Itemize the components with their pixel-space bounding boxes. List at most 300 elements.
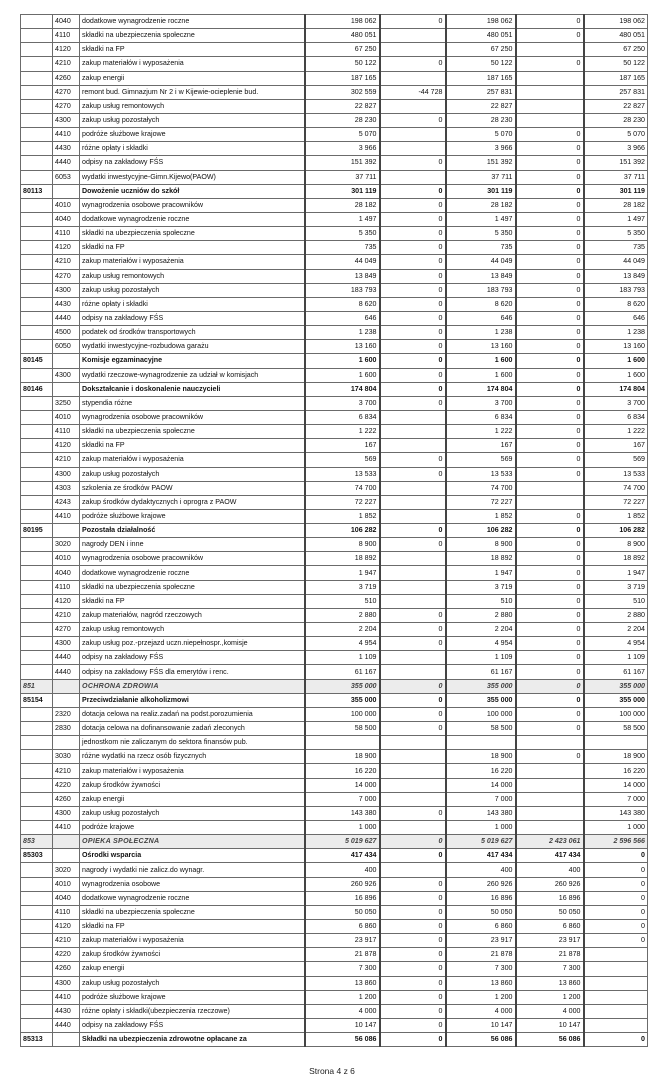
paragraph-code: 4210	[53, 57, 80, 71]
plan-value: 100 000	[305, 707, 380, 721]
after-change-value: 355 000	[446, 679, 516, 693]
paragraph-code: 4260	[53, 962, 80, 976]
change-value: 0	[380, 354, 446, 368]
commissioned-value	[516, 71, 584, 85]
item-name: zakup usług remontowych	[80, 623, 305, 637]
change-value: 0	[380, 962, 446, 976]
after-change-value: 8 900	[446, 538, 516, 552]
item-name: stypendia różne	[80, 396, 305, 410]
commissioned-value: 0	[516, 707, 584, 721]
after-change-value: 3 719	[446, 580, 516, 594]
own-value: 1 852	[584, 509, 648, 523]
change-value	[380, 170, 446, 184]
item-name: składki na FP	[80, 594, 305, 608]
plan-value: 355 000	[305, 679, 380, 693]
plan-value: 13 860	[305, 976, 380, 990]
paragraph-code: 4010	[53, 552, 80, 566]
plan-value: 3 966	[305, 142, 380, 156]
table-row	[21, 920, 648, 934]
paragraph-code: 4300	[53, 368, 80, 382]
item-name: Ośrodki wsparcia	[80, 849, 305, 863]
plan-value: 16 220	[305, 764, 380, 778]
plan-value: 4 954	[305, 637, 380, 651]
commissioned-value: 260 926	[516, 877, 584, 891]
section-code: 80195	[21, 524, 53, 538]
plan-value: 1 222	[305, 425, 380, 439]
item-name: OCHRONA ZDROWIA	[80, 679, 305, 693]
section-code	[21, 15, 53, 29]
paragraph-code: 6053	[53, 170, 80, 184]
plan-value: 1 600	[305, 354, 380, 368]
section-code	[21, 481, 53, 495]
item-name: zakup środków dydaktycznych i oprogra z PAOW	[80, 495, 305, 509]
own-value: 2 880	[584, 608, 648, 622]
commissioned-value: 1 200	[516, 990, 584, 1004]
change-value	[380, 580, 446, 594]
item-name: zakup usług poz.-przejazd uczn.niepełnospr.,komisje	[80, 637, 305, 651]
change-value	[380, 566, 446, 580]
after-change-value: 1 852	[446, 509, 516, 523]
paragraph-code: 4410	[53, 990, 80, 1004]
own-value: 44 049	[584, 255, 648, 269]
plan-value: 3 700	[305, 396, 380, 410]
plan-value: 7 000	[305, 792, 380, 806]
change-value: 0	[380, 806, 446, 820]
change-value	[380, 863, 446, 877]
paragraph-code: 4040	[53, 891, 80, 905]
own-value	[584, 1018, 648, 1032]
paragraph-code: 4500	[53, 326, 80, 340]
paragraph-code: 2830	[53, 722, 80, 736]
section-code	[21, 821, 53, 835]
change-value	[380, 425, 446, 439]
paragraph-code	[53, 849, 80, 863]
commissioned-value: 0	[516, 665, 584, 679]
plan-value: 37 711	[305, 170, 380, 184]
item-name: zakup energii	[80, 792, 305, 806]
table-row	[21, 722, 648, 736]
item-name: dotacja celowa na realiz.zadań na podst.porozumienia	[80, 707, 305, 721]
change-value: 0	[380, 255, 446, 269]
change-value: 0	[380, 227, 446, 241]
commissioned-value: 0	[516, 29, 584, 43]
own-value: 0	[584, 849, 648, 863]
commissioned-value	[516, 43, 584, 57]
paragraph-code: 2320	[53, 707, 80, 721]
item-name: zakup usług remontowych	[80, 269, 305, 283]
change-value: 0	[380, 920, 446, 934]
change-value	[380, 764, 446, 778]
section-code	[21, 594, 53, 608]
item-name: Pozostała działalność	[80, 524, 305, 538]
after-change-value: 3 966	[446, 142, 516, 156]
section-code	[21, 552, 53, 566]
change-value: 0	[380, 453, 446, 467]
change-value: 0	[380, 212, 446, 226]
section-code	[21, 920, 53, 934]
table-row	[21, 849, 648, 863]
paragraph-code: 4303	[53, 481, 80, 495]
section-code: 853	[21, 835, 53, 849]
own-value: 58 500	[584, 722, 648, 736]
table-row	[21, 835, 648, 849]
section-code	[21, 170, 53, 184]
after-change-value: 6 860	[446, 920, 516, 934]
plan-value: 167	[305, 439, 380, 453]
item-name: odpisy na zakładowy FŚS dla emerytów i renc.	[80, 665, 305, 679]
section-code	[21, 85, 53, 99]
own-value: 143 380	[584, 806, 648, 820]
item-name: dodatkowe wynagrodzenie roczne	[80, 15, 305, 29]
after-change-value: 8 620	[446, 297, 516, 311]
commissioned-value: 0	[516, 439, 584, 453]
commissioned-value	[516, 85, 584, 99]
table-row	[21, 439, 648, 453]
section-code: 80145	[21, 354, 53, 368]
item-name: wynagrodzenia osobowe pracowników	[80, 410, 305, 424]
section-code: 80113	[21, 184, 53, 198]
paragraph-code: 4410	[53, 509, 80, 523]
commissioned-value	[516, 821, 584, 835]
change-value: 0	[380, 722, 446, 736]
item-name: wynagrodzenia osobowe	[80, 877, 305, 891]
paragraph-code: 4410	[53, 128, 80, 142]
commissioned-value: 0	[516, 608, 584, 622]
paragraph-code	[53, 679, 80, 693]
own-value: 67 250	[584, 43, 648, 57]
item-name: Dowożenie uczniów do szkół	[80, 184, 305, 198]
plan-value: 74 700	[305, 481, 380, 495]
after-change-value: 417 434	[446, 849, 516, 863]
table-row	[21, 354, 648, 368]
paragraph-code: 4430	[53, 142, 80, 156]
own-value	[584, 1004, 648, 1018]
table-row	[21, 637, 648, 651]
commissioned-value: 0	[516, 326, 584, 340]
section-code	[21, 877, 53, 891]
after-change-value: 735	[446, 241, 516, 255]
table-row	[21, 71, 648, 85]
paragraph-code: 4430	[53, 297, 80, 311]
after-change-value: 1 497	[446, 212, 516, 226]
commissioned-value: 0	[516, 750, 584, 764]
commissioned-value: 0	[516, 283, 584, 297]
commissioned-value: 0	[516, 410, 584, 424]
paragraph-code: 4120	[53, 439, 80, 453]
after-change-value: 56 086	[446, 1033, 516, 1047]
plan-value: 14 000	[305, 778, 380, 792]
commissioned-value: 0	[516, 311, 584, 325]
plan-value: 13 160	[305, 340, 380, 354]
table-row	[21, 693, 648, 707]
table-row	[21, 877, 648, 891]
commissioned-value: 13 860	[516, 976, 584, 990]
paragraph-code: 4210	[53, 255, 80, 269]
after-change-value: 5 350	[446, 227, 516, 241]
after-change-value: 174 804	[446, 382, 516, 396]
item-name: remont bud. Gimnazjum Nr 2 i w Kijewie-ocieplenie bud.	[80, 85, 305, 99]
own-value: 13 160	[584, 340, 648, 354]
paragraph-code: 4440	[53, 311, 80, 325]
own-value: 151 392	[584, 156, 648, 170]
change-value: 0	[380, 976, 446, 990]
item-name: zakup usług pozostałych	[80, 283, 305, 297]
change-value: 0	[380, 382, 446, 396]
plan-value: 5 350	[305, 227, 380, 241]
commissioned-value: 0	[516, 425, 584, 439]
plan-value: 1 947	[305, 566, 380, 580]
item-name: zakup materiałów i wyposażenia	[80, 934, 305, 948]
plan-value: 72 227	[305, 495, 380, 509]
commissioned-value: 7 300	[516, 962, 584, 976]
item-name: składki na ubezpieczenia społeczne	[80, 227, 305, 241]
own-value: 2 204	[584, 623, 648, 637]
section-code	[21, 580, 53, 594]
section-code	[21, 297, 53, 311]
item-name: składki na ubezpieczenia społeczne	[80, 905, 305, 919]
own-value: 37 711	[584, 170, 648, 184]
paragraph-code: 4110	[53, 29, 80, 43]
section-code	[21, 1004, 53, 1018]
item-name: nagrody i wydatki nie zalicz.do wynagr.	[80, 863, 305, 877]
change-value	[380, 552, 446, 566]
after-change-value: 151 392	[446, 156, 516, 170]
change-value: 0	[380, 1033, 446, 1047]
own-value: 569	[584, 453, 648, 467]
own-value: 72 227	[584, 495, 648, 509]
section-code	[21, 241, 53, 255]
plan-value: 302 559	[305, 85, 380, 99]
change-value	[380, 594, 446, 608]
own-value: 0	[584, 934, 648, 948]
own-value	[584, 962, 648, 976]
table-row	[21, 934, 648, 948]
own-value: 13 533	[584, 467, 648, 481]
table-row	[21, 509, 648, 523]
change-value	[380, 410, 446, 424]
item-name: wynagrodzenia osobowe pracowników	[80, 198, 305, 212]
item-name: Składki na ubezpieczenia zdrowotne opłacane za	[80, 1033, 305, 1047]
paragraph-code: 4040	[53, 15, 80, 29]
commissioned-value: 6 860	[516, 920, 584, 934]
paragraph-code: 3250	[53, 396, 80, 410]
table-row	[21, 43, 648, 57]
change-value: 0	[380, 340, 446, 354]
change-value: 0	[380, 198, 446, 212]
own-value: 50 122	[584, 57, 648, 71]
plan-value: 735	[305, 241, 380, 255]
own-value: 18 892	[584, 552, 648, 566]
paragraph-code: 4010	[53, 877, 80, 891]
section-code	[21, 453, 53, 467]
section-code	[21, 255, 53, 269]
item-name: zakup usług pozostałych	[80, 806, 305, 820]
commissioned-value	[516, 481, 584, 495]
plan-value: 58 500	[305, 722, 380, 736]
own-value: 301 119	[584, 184, 648, 198]
section-code	[21, 764, 53, 778]
after-change-value: 3 700	[446, 396, 516, 410]
after-change-value: 187 165	[446, 71, 516, 85]
table-row	[21, 990, 648, 1004]
paragraph-code: 4440	[53, 665, 80, 679]
change-value: 0	[380, 297, 446, 311]
commissioned-value: 0	[516, 269, 584, 283]
commissioned-value: 23 917	[516, 934, 584, 948]
paragraph-code	[53, 382, 80, 396]
own-value: 6 834	[584, 410, 648, 424]
item-name: różne opłaty i składki	[80, 142, 305, 156]
plan-value: 2 204	[305, 623, 380, 637]
plan-value: 6 860	[305, 920, 380, 934]
commissioned-value: 16 896	[516, 891, 584, 905]
item-name: zakup materiałów i wyposażenia	[80, 453, 305, 467]
section-code	[21, 495, 53, 509]
item-name: różne opłaty i składki(ubezpieczenia rzeczowe)	[80, 1004, 305, 1018]
table-row	[21, 170, 648, 184]
paragraph-code: 4220	[53, 778, 80, 792]
commissioned-value	[516, 495, 584, 509]
section-code: 85313	[21, 1033, 53, 1047]
after-change-value: 13 160	[446, 340, 516, 354]
change-value: 0	[380, 849, 446, 863]
section-code	[21, 311, 53, 325]
change-value: 0	[380, 934, 446, 948]
after-change-value: 23 917	[446, 934, 516, 948]
table-row	[21, 396, 648, 410]
table-row	[21, 198, 648, 212]
item-name: podatek od środków transportowych	[80, 326, 305, 340]
table-row	[21, 382, 648, 396]
item-name: zakup usług remontowych	[80, 99, 305, 113]
table-row	[21, 85, 648, 99]
item-name: jednostkom nie zaliczanym do sektora finansów pub.	[80, 736, 305, 750]
item-name: odpisy na zakładowy FŚS	[80, 311, 305, 325]
section-code	[21, 792, 53, 806]
commissioned-value	[516, 806, 584, 820]
after-change-value: 5 019 627	[446, 835, 516, 849]
change-value	[380, 495, 446, 509]
after-change-value: 569	[446, 453, 516, 467]
plan-value: 61 167	[305, 665, 380, 679]
item-name: zakup środków żywności	[80, 778, 305, 792]
change-value	[380, 750, 446, 764]
own-value: 28 182	[584, 198, 648, 212]
table-row	[21, 495, 648, 509]
commissioned-value: 0	[516, 142, 584, 156]
paragraph-code: 3020	[53, 863, 80, 877]
table-row	[21, 580, 648, 594]
own-value: 1 222	[584, 425, 648, 439]
change-value: 0	[380, 113, 446, 127]
change-value: 0	[380, 396, 446, 410]
after-change-value: 14 000	[446, 778, 516, 792]
plan-value: 1 238	[305, 326, 380, 340]
table-row	[21, 623, 648, 637]
plan-value: 143 380	[305, 806, 380, 820]
item-name: podróże służbowe krajowe	[80, 509, 305, 523]
after-change-value: 10 147	[446, 1018, 516, 1032]
item-name: podróże krajowe	[80, 821, 305, 835]
own-value: 0	[584, 891, 648, 905]
paragraph-code: 4270	[53, 85, 80, 99]
paragraph-code	[53, 835, 80, 849]
paragraph-code: 6050	[53, 340, 80, 354]
change-value: 0	[380, 1018, 446, 1032]
table-row	[21, 326, 648, 340]
change-value: 0	[380, 693, 446, 707]
paragraph-code: 4120	[53, 920, 80, 934]
section-code	[21, 113, 53, 127]
paragraph-code: 4210	[53, 608, 80, 622]
own-value: 8 620	[584, 297, 648, 311]
plan-value: 13 849	[305, 269, 380, 283]
commissioned-value: 0	[516, 580, 584, 594]
table-row	[21, 962, 648, 976]
item-name: składki na FP	[80, 920, 305, 934]
own-value: 1 600	[584, 354, 648, 368]
paragraph-code: 4010	[53, 410, 80, 424]
section-code	[21, 1018, 53, 1032]
item-name: Dokształcanie i doskonalenie nauczycieli	[80, 382, 305, 396]
paragraph-code: 4260	[53, 71, 80, 85]
after-change-value: 50 050	[446, 905, 516, 919]
section-code	[21, 976, 53, 990]
item-name: wydatki inwestycyjne-rozbudowa garażu	[80, 340, 305, 354]
own-value: 74 700	[584, 481, 648, 495]
commissioned-value: 2 423 061	[516, 835, 584, 849]
table-row	[21, 679, 648, 693]
paragraph-code: 4300	[53, 976, 80, 990]
section-code	[21, 806, 53, 820]
paragraph-code: 4300	[53, 113, 80, 127]
table-row	[21, 1018, 648, 1032]
after-change-value: 1 200	[446, 990, 516, 1004]
own-value: 5 350	[584, 227, 648, 241]
section-code	[21, 198, 53, 212]
after-change-value: 1 600	[446, 354, 516, 368]
commissioned-value: 0	[516, 509, 584, 523]
plan-value: 18 900	[305, 750, 380, 764]
after-change-value: 16 220	[446, 764, 516, 778]
section-code: 85303	[21, 849, 53, 863]
change-value	[380, 43, 446, 57]
commissioned-value: 0	[516, 467, 584, 481]
after-change-value: 58 500	[446, 722, 516, 736]
change-value: 0	[380, 623, 446, 637]
table-row	[21, 57, 648, 71]
after-change-value: 18 892	[446, 552, 516, 566]
table-row	[21, 891, 648, 905]
after-change-value: 260 926	[446, 877, 516, 891]
commissioned-value: 0	[516, 170, 584, 184]
change-value: 0	[380, 707, 446, 721]
paragraph-code: 4110	[53, 905, 80, 919]
commissioned-value: 0	[516, 241, 584, 255]
table-row	[21, 806, 648, 820]
change-value	[380, 821, 446, 835]
paragraph-code: 4040	[53, 212, 80, 226]
table-row	[21, 538, 648, 552]
change-value: 0	[380, 948, 446, 962]
change-value: 0	[380, 15, 446, 29]
own-value: 198 062	[584, 15, 648, 29]
item-name: różne opłaty i składki	[80, 297, 305, 311]
table-row	[21, 453, 648, 467]
plan-value: 2 880	[305, 608, 380, 622]
change-value	[380, 99, 446, 113]
plan-value: 50 122	[305, 57, 380, 71]
